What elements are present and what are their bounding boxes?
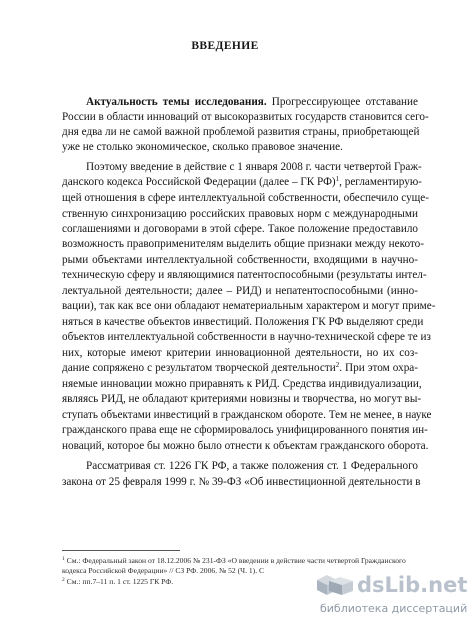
text-line: являясь РИД, не обладают критериями новизны и творчества, но могут вы-	[62, 393, 422, 405]
text-line: ственную синхронизацию российских правовых норм с международными	[62, 208, 418, 220]
text-line: Актуальность темы исследования. Прогрессирующее отставание	[86, 96, 419, 108]
watermark-subtitle: библиотека диссертаций	[320, 602, 467, 615]
footnote-divider	[62, 550, 180, 551]
text-line: уже не столько экономическое, сколько правовое значение.	[62, 141, 343, 153]
text-line: данского кодекса Российской Федерации (далее – ГК РФ)$^1$, регламентирую-	[62, 175, 422, 188]
footnote: $^2$ См.: пп.7–11 п. 1 ст. 1225 ГК РФ.	[62, 577, 174, 586]
text-line: России в области инноваций от высокоразвитых государств становится сего-	[62, 111, 429, 123]
text-line: объектов интеллектуальной собственности в научно-технической сфере те из	[62, 331, 431, 343]
text-line: Рассматривая ст. 1226 ГК РФ, а также положения ст. 1 Федерального	[86, 460, 418, 472]
text-line: техническую сферу и являющимися патентоспособными (результаты интел-	[62, 269, 427, 281]
text-line: щей отношения в сфере интеллектуальной собственности, обеспечило суще-	[62, 192, 429, 204]
text-line: рыми объектами интеллектуальной собственности, входящими в научно-	[62, 254, 418, 266]
text-line: гражданского права еще не сформировалось унифицированного понятия ин-	[62, 424, 428, 436]
watermark	[314, 570, 467, 620]
footnote-continuation: кодекса Российской Федерации» // СЗ РФ. 2006. № 52 (Ч. 1). С	[62, 566, 265, 575]
text-line: вации), так как все они обладают нематериальным характером и могут приме-	[62, 300, 436, 312]
text-line: няемые инновации можно приравнять к РИД. Средства индивидуализации,	[62, 378, 422, 390]
section-lead: Актуальность темы исследования.	[86, 96, 267, 108]
footnote-ref: 2	[335, 361, 340, 369]
text-line: дание сопряжено с результатом творческой деятельности$^2$. При этом охра-	[62, 361, 419, 374]
text-line: Поэтому введение в действие с 1 января 2008 г. части четвертой Граж-	[86, 161, 422, 173]
footnote: $^1$ См.: Федеральный закон от 18.12.2006 № 231-ФЗ «О введении в действие части четвертой Гражданского	[62, 556, 406, 565]
text-line: возможность правоприменителям выделить общие признаки между некото-	[62, 238, 424, 250]
text-line: ступать объектами инвестиций в гражданском обороте. Тем не менее, в науке	[62, 409, 432, 421]
text-line: лектуальной деятельности; далее – РИД) и непатентоспособными (инно-	[62, 285, 418, 297]
text-line: няться в качестве объектов инвестиций. Положения ГК РФ выделяют среди	[62, 316, 424, 328]
page-title: ВВЕДЕНИЕ	[191, 40, 259, 52]
watermark-brand: dsLib.net	[357, 573, 467, 597]
text-line: новаций, которое бы можно было отнести к объектам гражданского оборота.	[62, 440, 429, 452]
text-line: соглашениями и договорами в этой сфере. Такое положение предоставило	[62, 223, 418, 235]
text-line: закона от 25 февраля 1999 г. № 39-ФЗ «Об инвестиционной деятельности в	[62, 476, 421, 488]
text-line: дня едва ли не самой важной проблемой развития страны, приобретающей	[62, 126, 420, 138]
book-stack-logo-icon	[314, 572, 356, 598]
text-line: них, которые имеют критерии инновационной деятельности, но их соз-	[62, 347, 418, 359]
footnote-ref: 1	[335, 175, 340, 183]
